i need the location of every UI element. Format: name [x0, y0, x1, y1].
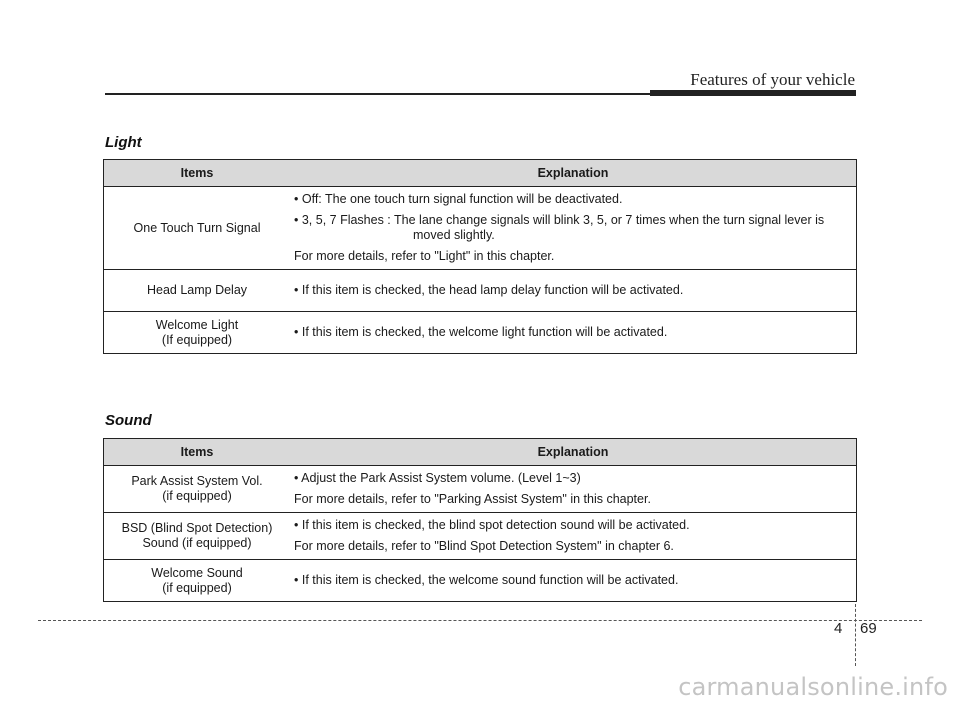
- explanation-cell: [290, 187, 857, 270]
- explanation-cell: [290, 560, 857, 602]
- table-row: [104, 560, 857, 602]
- explanation-cell: [290, 270, 857, 312]
- page-header-title: Features of your vehicle: [690, 70, 855, 89]
- item-label-note: (if equipped): [162, 580, 232, 595]
- explanation-line: • Adjust the Park Assist System volume. (Level 1~3): [294, 471, 581, 485]
- item-head-lamp-delay: Head Lamp Delay: [104, 270, 291, 312]
- explanation-line: moved slightly.: [413, 228, 495, 242]
- item-one-touch-turn-signal: One Touch Turn Signal: [104, 187, 291, 270]
- item-label: BSD (Blind Spot Detection): [121, 521, 273, 535]
- header-rule-accent: [650, 90, 856, 96]
- table-row: [104, 466, 857, 513]
- explanation-cell: [290, 312, 857, 354]
- explanation-line: For more details, refer to "Light" in this chapter.: [294, 249, 555, 263]
- explanation-line: • If this item is checked, the blind spot detection sound will be activated.: [294, 518, 690, 532]
- explanation-line: • Off: The one touch turn signal function will be deactivated.: [294, 192, 623, 206]
- page-number: 69: [860, 620, 877, 637]
- item-welcome-sound: [104, 560, 291, 602]
- column-header-items: Items: [104, 160, 291, 187]
- table-row: [104, 513, 857, 560]
- light-table: [103, 159, 857, 354]
- table-row: [104, 187, 857, 270]
- item-label: Welcome Light: [155, 317, 239, 332]
- explanation-line: • 3, 5, 7 Flashes : The lane change signals will blink 3, 5, or 7 times when the turn signal lever is: [294, 213, 825, 227]
- header-rule: [105, 93, 650, 95]
- item-label-note: (if equipped): [162, 489, 232, 503]
- item-label-note: Sound (if equipped): [142, 536, 252, 550]
- column-header-explanation: Explanation: [290, 439, 857, 466]
- explanation-line: • If this item is checked, the welcome sound function will be activated.: [294, 573, 679, 587]
- explanation-cell: [290, 466, 857, 513]
- explanation-line: For more details, refer to "Blind Spot Detection System" in chapter 6.: [294, 539, 674, 553]
- column-header-explanation: Explanation: [290, 160, 857, 187]
- table-header-row: [104, 439, 857, 466]
- sound-table: [103, 438, 857, 602]
- footer-dashed-rule: [38, 620, 922, 621]
- section-title-light: Light: [105, 134, 142, 151]
- item-welcome-light: [104, 312, 291, 354]
- table-row: [104, 312, 857, 354]
- table-row: [104, 270, 857, 312]
- footer-page-divider: [855, 604, 856, 666]
- explanation-line: • If this item is checked, the welcome light function will be activated.: [294, 325, 668, 339]
- section-title-sound: Sound: [105, 412, 152, 429]
- chapter-number: 4: [834, 620, 843, 637]
- column-header-items: Items: [104, 439, 291, 466]
- explanation-cell: [290, 513, 857, 560]
- item-label: Welcome Sound: [151, 565, 243, 580]
- item-label: Park Assist System Vol.: [131, 474, 263, 488]
- table-header-row: [104, 160, 857, 187]
- explanation-line: • If this item is checked, the head lamp delay function will be activated.: [294, 283, 684, 297]
- explanation-line: For more details, refer to "Parking Assist System" in this chapter.: [294, 492, 651, 506]
- watermark-text: carmanualsonline.info: [678, 673, 948, 701]
- item-label-note: (If equipped): [161, 332, 233, 347]
- item-bsd-sound: [104, 513, 291, 560]
- item-park-assist-system-vol: [104, 466, 291, 513]
